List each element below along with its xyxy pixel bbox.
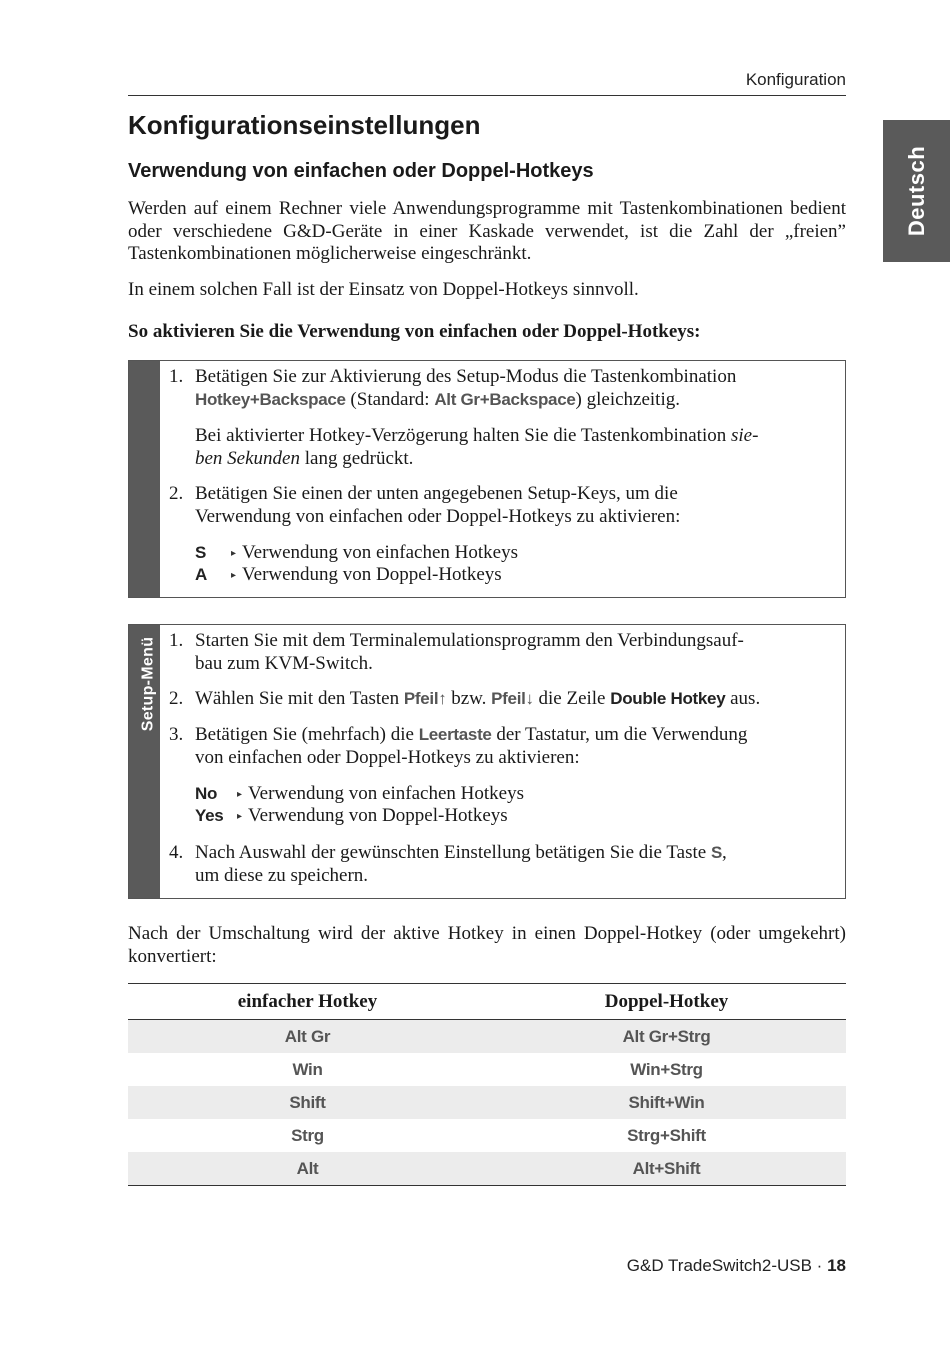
setup-modus-box [88, 360, 846, 598]
setup-modus-label: Setup-Modus [88, 427, 105, 533]
step-text: ) gleichzeitig. [575, 388, 680, 410]
setup-menu-box [128, 624, 846, 899]
table-cell: Alt Gr+Strg [487, 1020, 846, 1054]
arrow-right-icon: ▸ [231, 570, 237, 581]
table-header-row [128, 984, 846, 1020]
table-cell: Win+Strg [630, 1059, 703, 1079]
step-number: 2. [169, 483, 184, 504]
language-tab [883, 120, 950, 262]
note-text: Bei aktivierter Hotkey-Verzögerung halten Sie die Tastenkombination [195, 425, 727, 446]
step-text: um diese zu speichern. [195, 864, 369, 886]
step-number: 3. [169, 724, 184, 745]
space-key: Leertaste [418, 725, 492, 744]
setup-key: A [195, 565, 207, 584]
intro-paragraph-2: In einem solchen Fall ist der Einsatz von Doppel-Hotkeys sinnvoll. [128, 279, 639, 300]
step-text: die Zeile [538, 688, 606, 709]
step-text: von einfachen oder Doppel-Hotkeys zu aktivieren: [195, 746, 580, 768]
intro-paragraph: Werden auf einem Rechner viele Anwendungsprogramme mit Tastenkombinationen bedient oder verschiedene G&D-Geräte in einer Kaskade verwendet, ist die Zahl der „freien” Tastenkombinationen möglicherweise eingeschränkt. [128, 198, 846, 264]
setup-key: S [195, 543, 207, 562]
page-number: 18 [827, 1256, 846, 1275]
setup-menu-label: Setup-Menü [139, 636, 157, 732]
table-cell: Shift+Win [487, 1086, 846, 1119]
arrow-right-icon: ▸ [237, 811, 243, 822]
menu-value: No [195, 784, 218, 803]
arrow-down-key: Pfeil↓ [491, 689, 534, 708]
step-text: Wählen Sie mit den Tasten [195, 688, 400, 709]
table-cell: Strg+Shift [627, 1125, 706, 1145]
setup-modus-label-bar [88, 361, 160, 597]
arrow-right-icon: ▸ [237, 789, 243, 800]
table-row [128, 1152, 846, 1186]
arrow-up-key: Pfeil↑ [403, 689, 447, 708]
instruction-heading: So aktivieren Sie die Verwendung von einfachen oder Doppel-Hotkeys: [128, 321, 701, 342]
table-cell: Strg [291, 1125, 324, 1145]
step-text: Betätigen Sie einen der unten angegebenen Setup-Keys, um die [195, 483, 678, 504]
table-row [128, 1086, 846, 1119]
step-text: (Standard: [350, 388, 430, 410]
table-row [128, 1020, 846, 1054]
step-number: 1. [169, 366, 184, 387]
table-cell: Alt+Shift [487, 1152, 846, 1186]
option-text: Verwendung von Doppel-Hotkeys [242, 564, 502, 585]
section-subtitle: Verwendung von einfachen oder Doppel-Hotkeys [128, 160, 594, 182]
step-text: aus. [730, 688, 761, 709]
option-item [195, 783, 524, 807]
step-text: der Tastatur, um die Verwendung [496, 724, 748, 745]
menu-value: Yes [195, 806, 224, 825]
table-header-double: Doppel-Hotkey [487, 984, 846, 1020]
setup-menu-label-bar [129, 625, 160, 898]
option-text: Verwendung von einfachen Hotkeys [248, 783, 524, 804]
hotkey-combination: Hotkey+Backspace [195, 389, 346, 409]
default-hotkey: Alt Gr+Backspace [434, 389, 576, 409]
running-header: Konfiguration [128, 70, 846, 96]
step-text: Starten Sie mit dem Terminalemulationsprogramm den Verbindungsauf- [195, 630, 744, 651]
conversion-paragraph: Nach der Umschaltung wird der aktive Hotkey in einen Doppel-Hotkey (oder umgekehrt) konvertiert: [128, 923, 846, 967]
menu-line-name: Double Hotkey [610, 689, 726, 708]
save-key: S [710, 843, 722, 862]
step-text: Nach Auswahl der gewünschten Einstellung betätigen Sie die Taste [195, 842, 707, 863]
step-text: Verwendung von einfachen oder Doppel-Hotkeys zu aktivieren: [195, 505, 681, 527]
step-text: Betätigen Sie (mehrfach) die [195, 724, 414, 745]
page-footer [128, 1256, 846, 1276]
table-cell: Shift [128, 1086, 487, 1119]
note-emphasis: ben Sekunden [195, 447, 300, 469]
table-cell: Alt [128, 1152, 487, 1186]
table-row [128, 1053, 846, 1086]
arrow-right-icon: ▸ [231, 548, 237, 559]
table-header-simple: einfacher Hotkey [128, 984, 487, 1020]
product-name: G&D TradeSwitch2-USB · [626, 1256, 823, 1275]
page-title: Konfigurationseinstellungen [128, 110, 481, 140]
option-item [195, 542, 518, 566]
table-row [128, 1119, 846, 1152]
step-text: Betätigen Sie zur Aktivierung des Setup-Modus die Tastenkombination [195, 366, 737, 387]
note-text: lang gedrückt. [304, 447, 414, 469]
hotkey-conversion-table [128, 983, 846, 1186]
option-text: Verwendung von Doppel-Hotkeys [248, 805, 508, 826]
table-cell: Win [292, 1059, 323, 1079]
option-text: Verwendung von einfachen Hotkeys [242, 542, 518, 563]
step-number: 1. [169, 630, 184, 651]
step-number: 4. [169, 842, 184, 863]
language-tab-label: Deutsch [903, 145, 929, 237]
step-number: 2. [169, 688, 184, 709]
note-emphasis: sie- [730, 425, 759, 446]
step-text: bau zum KVM-Switch. [195, 652, 373, 674]
step-text: bzw. [451, 688, 487, 709]
option-item [195, 564, 502, 588]
step-text: , [722, 842, 727, 863]
option-item [195, 805, 508, 829]
table-cell: Alt Gr [128, 1020, 487, 1054]
